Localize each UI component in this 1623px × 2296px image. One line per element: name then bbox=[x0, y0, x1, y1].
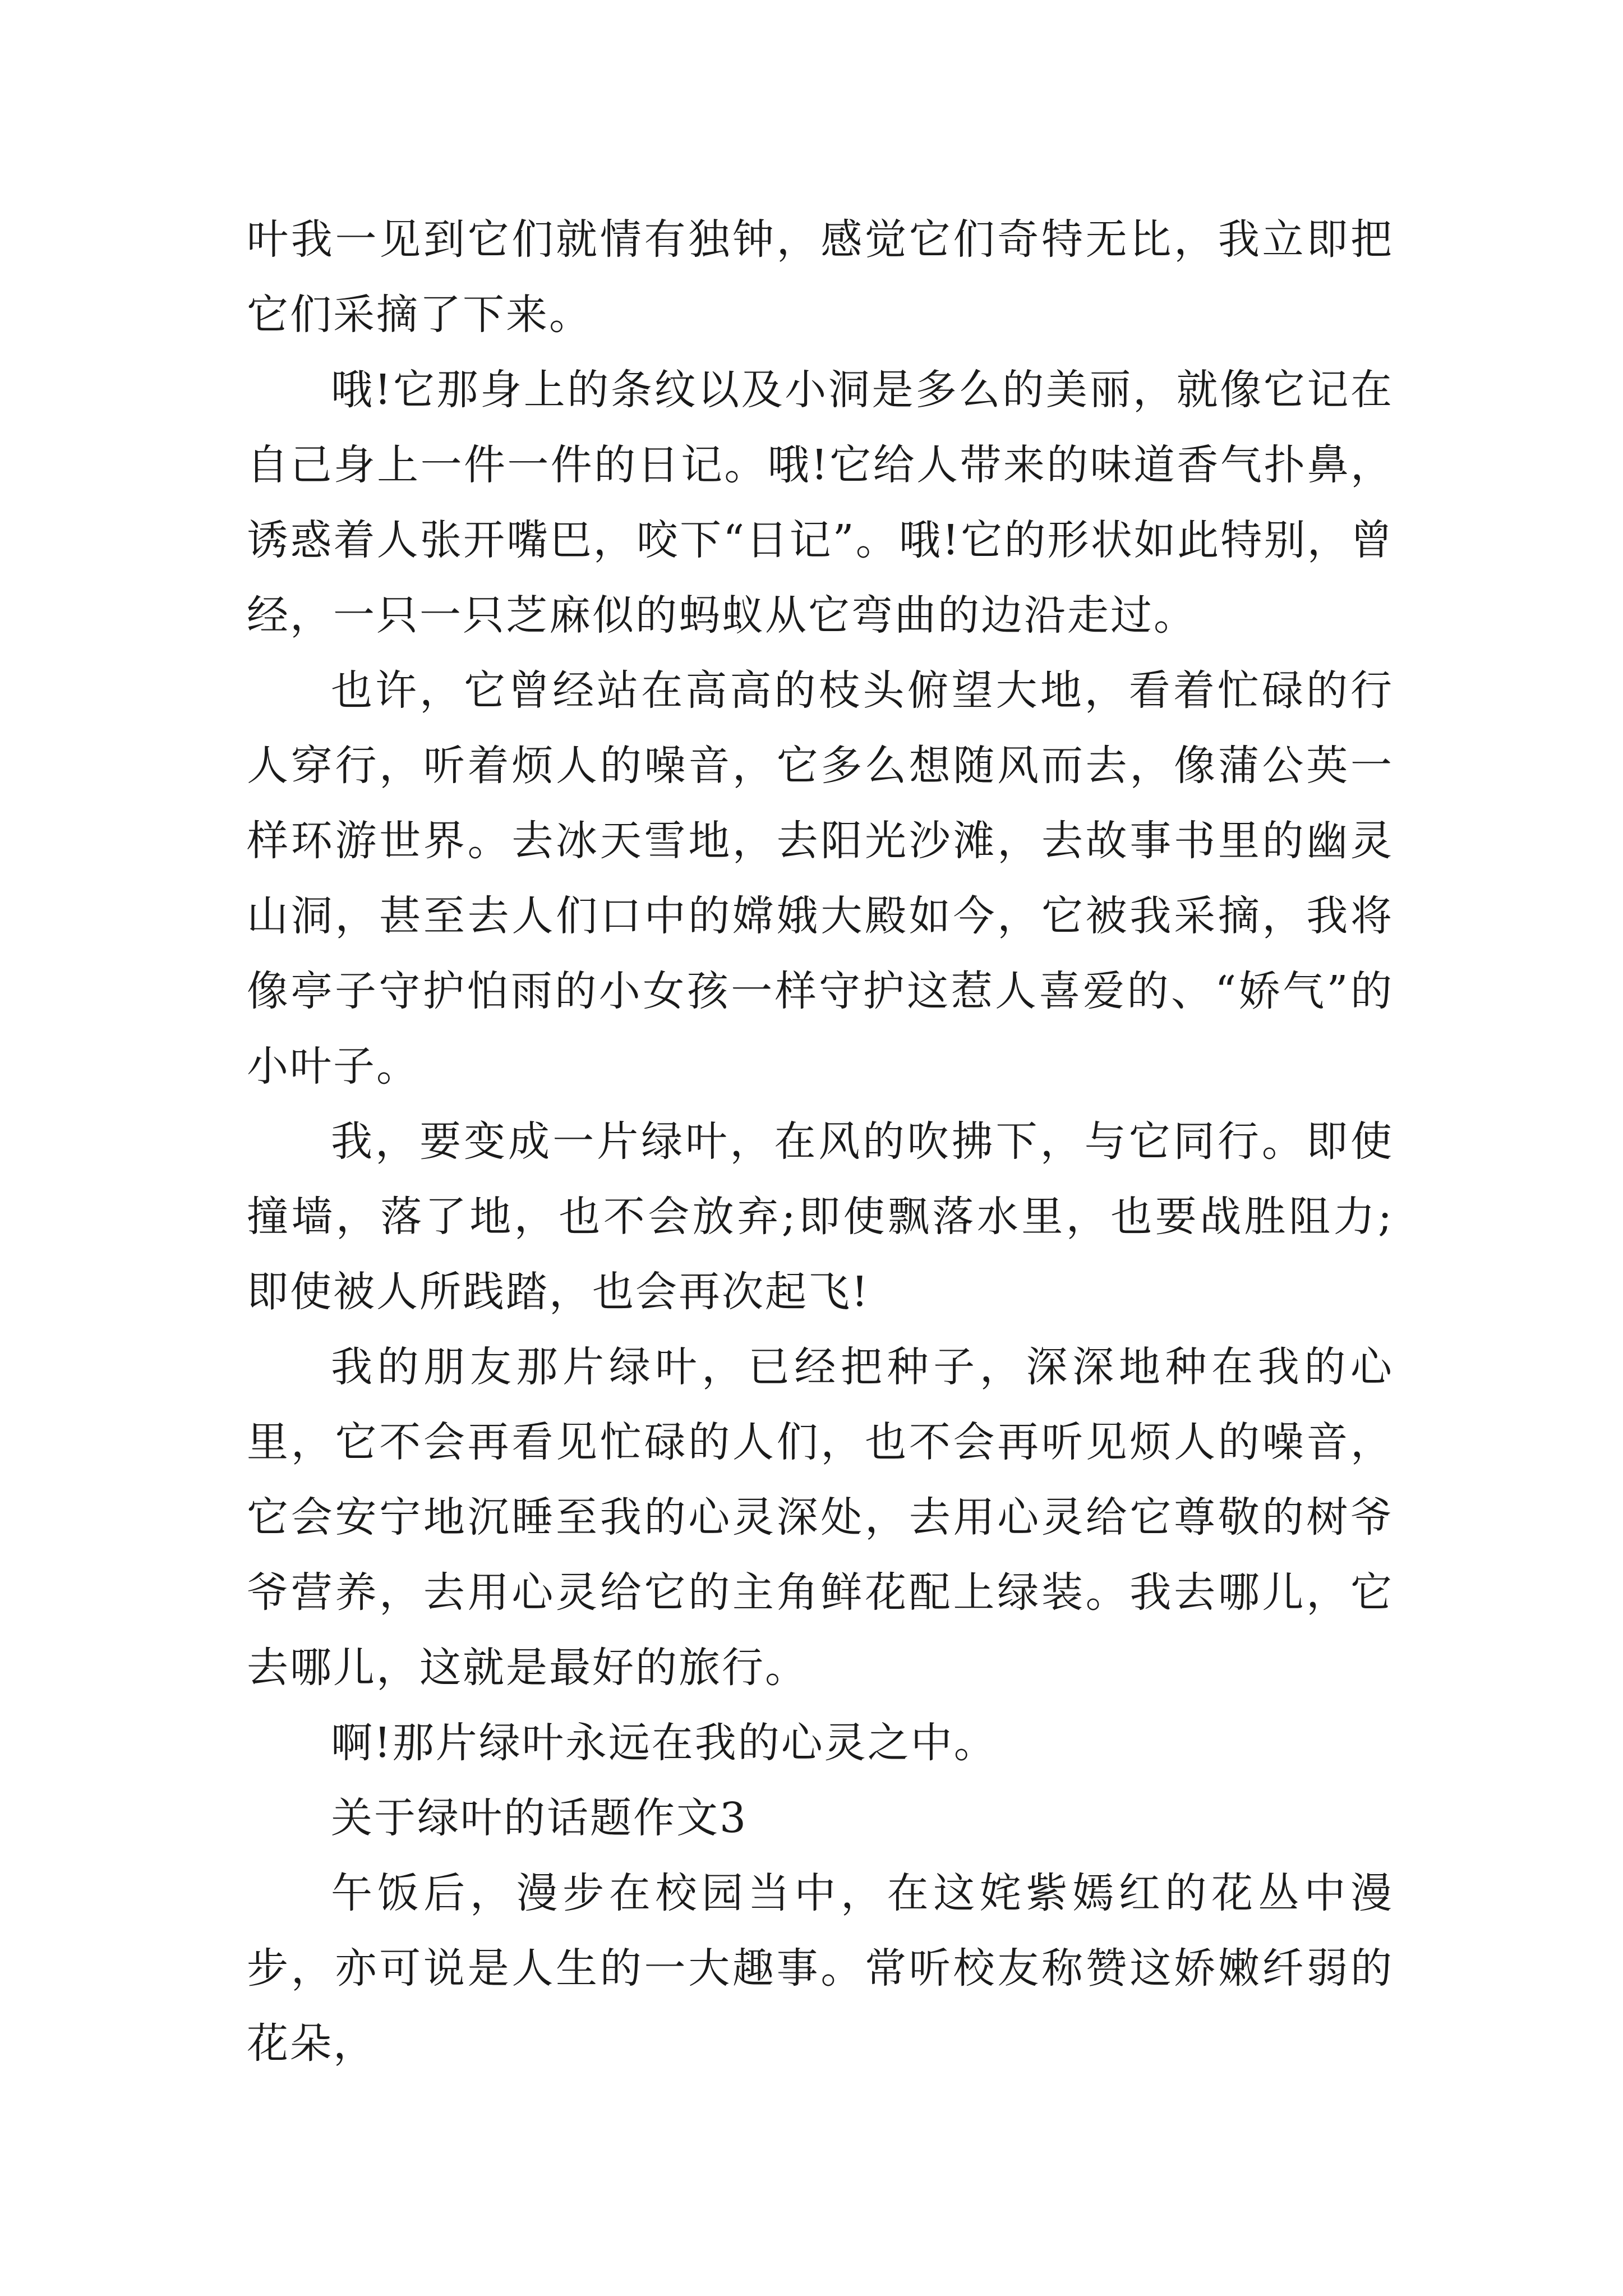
paragraph: 我的朋友那片绿叶，已经把种子，深深地种在我的心里，它不会再看见忙碌的人们，也不会再听见烦人的噪音，它会安宁地沉睡至我的心灵深处，去用心灵给它尊敬的树爷爷营养，去用心灵给它的主角鲜花配上绿装。我去哪儿，它去哪儿，这就是最好的旅行。 bbox=[247, 1343, 1394, 1692]
paragraph: 哦!它那身上的条纹以及小洞是多么的美丽，就像它记在自己身上一件一件的日记。哦!它给人带来的味道香气扑鼻，诱惑着人张开嘴巴，咬下“日记”。哦!它的形状如此特别，曾经，一只一只芝麻似的蚂蚁从它弯曲的边沿走过。 bbox=[247, 366, 1394, 639]
document-body bbox=[247, 202, 1394, 2081]
section-heading: 关于绿叶的话题作文3 bbox=[331, 1794, 748, 1842]
paragraph: 叶我一见到它们就情有独钟，感觉它们奇特无比，我立即把它们采摘了下来。 bbox=[247, 215, 1394, 339]
paragraph: 午饭后，漫步在校园当中，在这姹紫嫣红的花丛中漫步，亦可说是人生的一大趣事。常听校友称赞这娇嫩纤弱的花朵， bbox=[247, 1869, 1394, 2068]
paragraph: 也许，它曾经站在高高的枝头俯望大地，看着忙碌的行人穿行，听着烦人的噪音，它多么想随风而去，像蒲公英一样环游世界。去冰天雪地，去阳光沙滩，去故事书里的幽灵山洞，甚至去人们口中的嫦娥大殿如今，它被我采摘，我将像亭子守护怕雨的小女孩一样守护这惹人喜爱的、“娇气”的小叶子。 bbox=[247, 666, 1394, 1091]
paragraph: 啊!那片绿叶永远在我的心灵之中。 bbox=[331, 1719, 997, 1767]
paragraph: 我，要变成一片绿叶，在风的吹拂下，与它同行。即使撞墙，落了地，也不会放弃;即使飘落水里，也要战胜阻力;即使被人所践踏，也会再次起飞! bbox=[247, 1117, 1394, 1316]
